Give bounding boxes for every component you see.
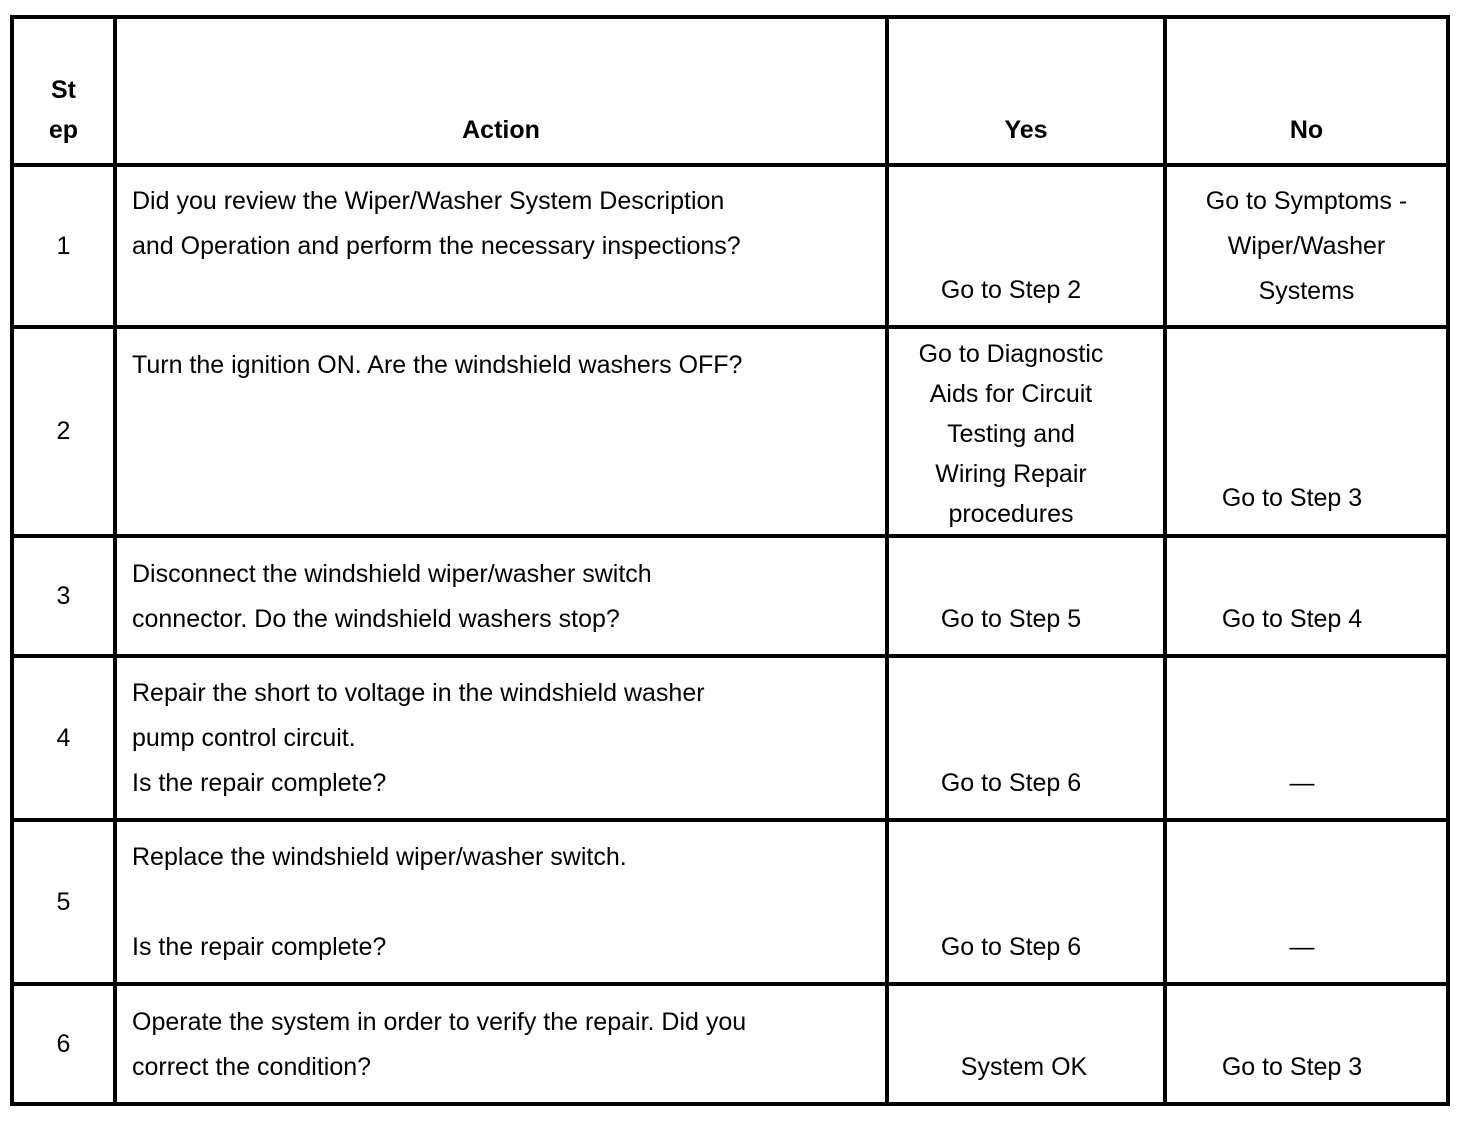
yes-cell: Go to Step 2 [940, 276, 1082, 304]
yes-cell: Go to Step 5 [940, 605, 1082, 633]
step-number: 4 [56, 723, 71, 752]
step-number: 1 [56, 231, 71, 260]
no-cell: — [1289, 933, 1315, 961]
grid-line [10, 1102, 1450, 1106]
action-cell: Replace the windshield wiper/washer switch. Is the repair complete? [132, 843, 627, 961]
yes-cell: Go to Diagnostic Aids for Circuit Testing and Wiring Repair procedures [918, 340, 1104, 528]
no-cell: Go to Symptoms - Wiper/Washer Systems [1205, 187, 1408, 305]
step-number: 2 [56, 417, 71, 445]
diagnostic-table [10, 15, 1450, 1106]
action-cell: Repair the short to voltage in the windshield washer pump control circuit. Is the repair complete? [132, 679, 705, 797]
step-number: 6 [56, 1029, 71, 1058]
step-number: 3 [56, 581, 71, 610]
yes-cell: System OK [960, 1053, 1088, 1081]
no-cell: Go to Step 3 [1221, 484, 1363, 512]
grid-line [113, 15, 117, 1106]
action-cell: Disconnect the windshield wiper/washer switch connector. Do the windshield washers stop? [132, 560, 652, 633]
grid-line [10, 163, 1450, 167]
header-step-line: ep [48, 116, 79, 144]
action-cell: Did you review the Wiper/Washer System Description and Operation and perform the necessary inspections? [132, 187, 741, 260]
yes-cell: Go to Step 6 [940, 933, 1082, 961]
no-cell: — [1289, 769, 1315, 797]
header-no: No [1289, 116, 1324, 144]
grid-line [10, 15, 1450, 19]
header-step [14, 70, 113, 150]
no-cell: Go to Step 3 [1221, 1053, 1363, 1081]
step-number: 5 [56, 887, 71, 916]
action-cell: Turn the ignition ON. Are the windshield washers OFF? [132, 351, 743, 379]
yes-cell: Go to Step 6 [940, 769, 1082, 797]
header-yes: Yes [1004, 116, 1048, 144]
action-cell: Operate the system in order to verify the repair. Did you correct the condition? [132, 1008, 747, 1081]
header-action: Action [462, 116, 540, 144]
header-step-line: St [51, 76, 76, 104]
grid-line [1446, 15, 1450, 1106]
no-cell: Go to Step 4 [1221, 605, 1363, 633]
